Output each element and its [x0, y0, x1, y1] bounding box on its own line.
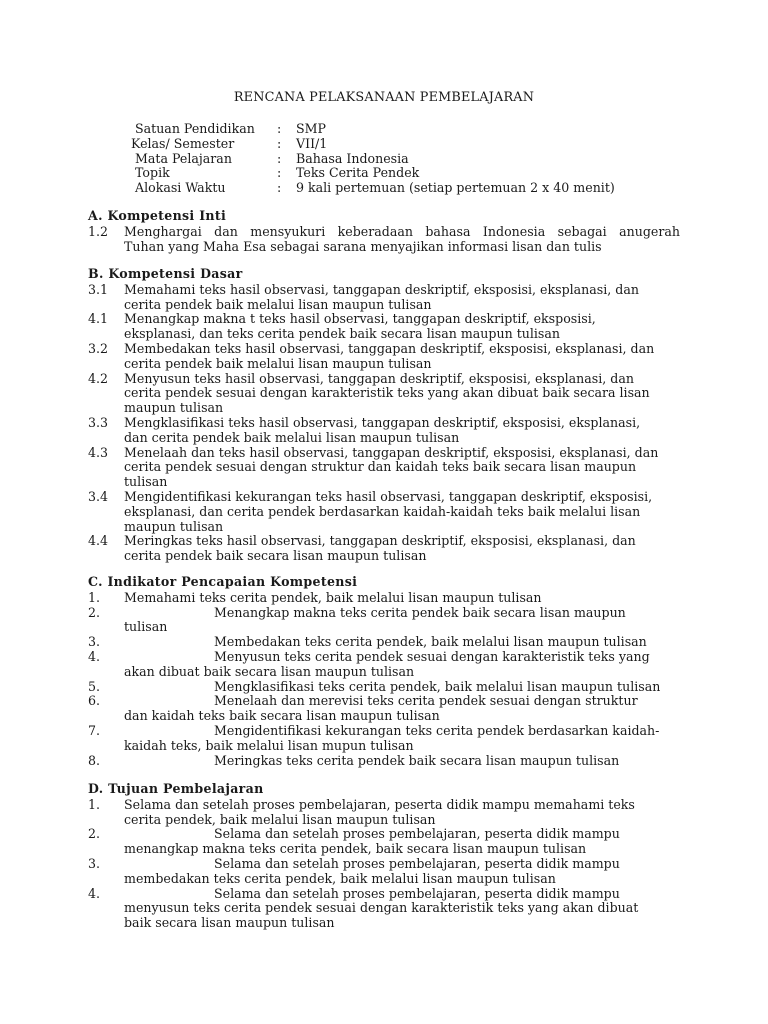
meta-colon: :: [277, 180, 282, 196]
item-line: Membedakan teks cerita pendek, baik melalui lisan maupun tulisan: [214, 634, 647, 650]
item-number: 4.4: [88, 533, 109, 549]
meta-colon: :: [277, 135, 282, 151]
section-heading: B. Kompetensi Dasar: [88, 266, 243, 281]
meta-label-topik: Topik: [135, 165, 170, 181]
meta-value-kelas: VII/1: [296, 135, 328, 151]
item-number: 8.: [88, 752, 101, 768]
meta-row: [0, 137, 768, 152]
item-line: eksplanasi, dan teks cerita pendek baik secara lisan maupun tulisan: [124, 326, 560, 342]
item-number: 3.1: [88, 281, 109, 297]
item-number: 7.: [88, 722, 101, 738]
meta-colon: :: [277, 121, 282, 136]
item-number: 2.: [88, 604, 101, 620]
section-kompetensi-inti: [88, 209, 680, 254]
identity-block: [0, 122, 768, 196]
item-line: Mengidentifikasi kekurangan teks cerita pendek berdasarkan kaidah-: [214, 722, 660, 738]
meta-value-alokasi: 9 kali pertemuan (setiap pertemuan 2 x 40 menit): [296, 180, 615, 196]
item-line: Meringkas teks hasil observasi, tanggapan deskriptif, eksposisi, eksplanasi, dan: [124, 533, 636, 549]
item-line: Menangkap makna teks cerita pendek baik secara lisan maupun: [214, 604, 626, 620]
item-line: Meringkas teks cerita pendek baik secara lisan maupun tulisan: [214, 752, 620, 768]
meta-label-kelas: Kelas/ Semester: [131, 135, 235, 151]
item-number: 1.2: [88, 223, 109, 239]
item-number: 3.3: [88, 414, 109, 430]
list-item: [88, 798, 680, 828]
list-item: [88, 446, 680, 490]
list-item: [88, 754, 680, 769]
item-line: cerita pendek baik secara lisan maupun tulisan: [124, 548, 427, 564]
item-line: kaidah teks, baik melalui lisan mupun tulisan: [124, 737, 414, 753]
item-line: dan kaidah teks baik secara lisan maupun tulisan: [124, 708, 440, 724]
list-item: [88, 887, 680, 931]
item-line: Selama dan setelah proses pembelajaran, peserta didik mampu: [214, 855, 620, 871]
meta-row: [0, 122, 768, 137]
item-line: cerita pendek, baik melalui lisan maupun tulisan: [124, 811, 436, 827]
meta-label-satuan: Satuan Pendidikan: [135, 121, 255, 136]
item-line: Selama dan setelah proses pembelajaran, peserta didik mampu memahami teks: [124, 796, 635, 812]
item-line: maupun tulisan: [124, 518, 224, 534]
item-line: cerita pendek baik melalui lisan maupun tulisan: [124, 355, 432, 371]
item-line: akan dibuat baik secara lisan maupun tulisan: [124, 663, 415, 679]
item-number: 5.: [88, 678, 101, 694]
meta-value-topik: Teks Cerita Pendek: [296, 165, 420, 181]
item-number: 4.: [88, 648, 101, 664]
item-line: menyusun teks cerita pendek sesuai dengan karakteristik teks yang akan dibuat: [124, 900, 639, 916]
item-line: Mengklasifikasi teks hasil observasi, tanggapan deskriptif, eksposisi, eksplanasi,: [124, 414, 641, 430]
item-number: 2.: [88, 826, 101, 842]
list-item: [88, 724, 680, 754]
list-item: [88, 591, 680, 606]
item-line: Selama dan setelah proses pembelajaran, peserta didik mampu: [214, 826, 620, 842]
list-item: [88, 372, 680, 416]
list-item: [88, 827, 680, 857]
item-number: 4.1: [88, 311, 109, 327]
item-number: 1.: [88, 589, 101, 605]
list-item: [88, 857, 680, 887]
list-item: [88, 606, 680, 636]
meta-row: [0, 166, 768, 181]
item-line: Menghargai dan mensyukuri keberadaan bahasa Indonesia sebagai anugerah: [124, 223, 680, 239]
item-line: tulisan: [124, 619, 168, 635]
item-line: Menelaah dan teks hasil observasi, tanggapan deskriptif, eksposisi, eksplanasi, dan: [124, 444, 659, 460]
list-item: [88, 534, 680, 564]
item-line: membedakan teks cerita pendek, baik melalui lisan maupun tulisan: [124, 870, 556, 886]
item-line: Menangkap makna t teks hasil observasi, tanggapan deskriptif, eksposisi,: [124, 311, 596, 327]
item-line: Menyusun teks hasil observasi, tanggapan deskriptif, eksposisi, eksplanasi, dan: [124, 370, 634, 386]
list-item: [88, 312, 680, 342]
item-line: cerita pendek sesuai dengan karakteristik teks yang akan dibuat baik secara lisan: [124, 385, 650, 401]
item-number: 3.2: [88, 340, 109, 356]
meta-label-mapel: Mata Pelajaran: [135, 150, 232, 166]
item-line: dan cerita pendek baik melalui lisan maupun tulisan: [124, 429, 460, 445]
item-line: Selama dan setelah proses pembelajaran, peserta didik mampu: [214, 885, 620, 901]
meta-value-satuan: SMP: [296, 121, 326, 136]
list-item: [88, 680, 680, 695]
item-line: Tuhan yang Maha Esa sebagai sarana menyajikan informasi lisan dan tulis: [124, 238, 602, 254]
item-number: 4.3: [88, 444, 109, 460]
section-heading: C. Indikator Pencapaian Kompetensi: [88, 574, 358, 589]
item-number: 1.: [88, 796, 101, 812]
section-tujuan: [88, 782, 680, 931]
item-line: Memahami teks cerita pendek, baik melalui lisan maupun tulisan: [124, 589, 542, 605]
item-line: tulisan: [124, 474, 168, 490]
item-line: eksplanasi, dan cerita pendek berdasarkan kaidah-kaidah teks baik melalui lisan: [124, 503, 641, 519]
item-line: Menelaah dan merevisi teks cerita pendek sesuai dengan struktur: [214, 693, 638, 709]
meta-colon: :: [277, 165, 282, 181]
item-line: menangkap makna teks cerita pendek, baik secara lisan maupun tulisan: [124, 841, 587, 857]
item-number: 4.: [88, 885, 101, 901]
item-number: 3.: [88, 855, 101, 871]
meta-row: [0, 181, 768, 196]
item-number: 3.4: [88, 488, 109, 504]
meta-colon: :: [277, 150, 282, 166]
item-line: cerita pendek baik melalui lisan maupun tulisan: [124, 296, 432, 312]
document-title: RENCANA PELAKSANAAN PEMBELAJARAN: [233, 90, 535, 105]
item-line: cerita pendek sesuai dengan struktur dan kaidah teks baik secara lisan maupun: [124, 459, 637, 475]
list-item: [88, 490, 680, 534]
item-number: 6.: [88, 693, 101, 709]
section-heading: D. Tujuan Pembelajaran: [88, 781, 264, 796]
list-item: [88, 416, 680, 446]
item-line: Memahami teks hasil observasi, tanggapan deskriptif, eksposisi, eksplanasi, dan: [124, 281, 639, 297]
item-line: Mengklasifikasi teks cerita pendek, baik melalui lisan maupun tulisan: [214, 678, 661, 694]
list-item: [88, 225, 680, 255]
item-line: Mengidentifikasi kekurangan teks hasil observasi, tanggapan deskriptif, eksposisi,: [124, 488, 653, 504]
list-item: [88, 342, 680, 372]
list-item: [88, 635, 680, 650]
section-heading: A. Kompetensi Inti: [88, 208, 227, 223]
list-item: [88, 283, 680, 313]
item-number: 4.2: [88, 370, 109, 386]
meta-row: [0, 152, 768, 167]
item-line: maupun tulisan: [124, 400, 224, 416]
item-line: baik secara lisan maupun tulisan: [124, 915, 335, 931]
list-item: [88, 650, 680, 680]
meta-label-alokasi: Alokasi Waktu: [135, 180, 226, 196]
item-number: 3.: [88, 634, 101, 650]
list-item: [88, 694, 680, 724]
meta-value-mapel: Bahasa Indonesia: [296, 150, 409, 166]
section-kompetensi-dasar: [88, 267, 680, 564]
item-line: Membedakan teks hasil observasi, tanggapan deskriptif, eksposisi, eksplanasi, dan: [124, 340, 655, 356]
section-indikator: [88, 575, 680, 768]
item-line: Menyusun teks cerita pendek sesuai dengan karakteristik teks yang: [214, 648, 650, 664]
